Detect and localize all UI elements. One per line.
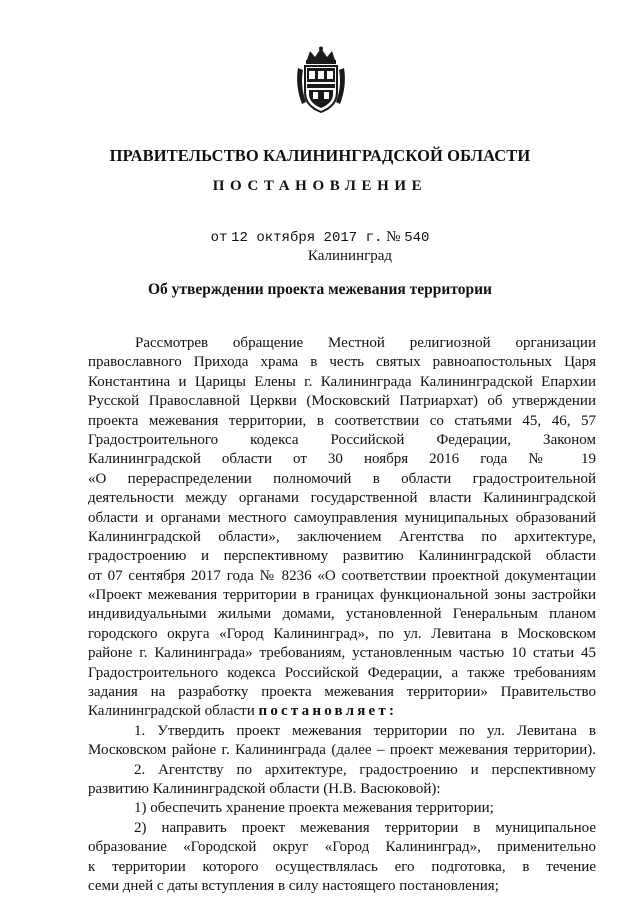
item-line: Московском районе г. Калининграда (далее – проект межевания территории). <box>88 742 596 759</box>
number-sign: № <box>386 229 401 245</box>
resolution-word: постановляет: <box>258 703 398 720</box>
item-line: семи дней с даты вступления в силу настоящего постановления; <box>88 877 499 894</box>
government-title: ПРАВИТЕЛЬСТВО КАЛИНИНГРАДСКОЙ ОБЛАСТИ <box>109 146 531 165</box>
date-line <box>0 229 640 246</box>
document-body <box>88 334 596 896</box>
item-line: развитию Калининградской области (Н.В. Васюковой): <box>88 780 441 797</box>
body-line: Калининградской области», заключением Агентства по архитектуре, <box>88 528 596 545</box>
item-line: 1) обеспечить хранение проекта межевания территории; <box>134 800 494 817</box>
body-line: Константина и Царицы Елены г. Калининграда Калининградской Епархии <box>88 373 596 390</box>
body-line: проекта межевания территории, в соответствии со статьями 45, 46, 57 <box>88 412 596 429</box>
date-prefix: от <box>210 230 228 246</box>
body-line: индивидуальными жилыми домами, установленной Генеральным планом <box>88 606 596 623</box>
body-line: городского округа «Город Калининград», по ул. Левитана в Московском <box>88 625 596 642</box>
body-line: задания на разработку проекта межевания территории» Правительство <box>88 684 596 701</box>
document-subject: Об утверждении проекта межевания территории <box>148 281 492 298</box>
item-line: 2) направить проект межевания территории в муниципальное <box>134 819 596 836</box>
body-line: Рассмотрев обращение Местной религиозной организации <box>135 335 596 351</box>
resolution-prefix: Калининградской области <box>88 703 255 720</box>
body-line: районе г. Калининграда» требованиям, установленным частью 10 статьи 45 <box>88 645 596 662</box>
body-line-resolution <box>88 702 596 721</box>
document-date: 12 октября 2017 г. <box>231 230 383 246</box>
body-line: деятельности между органами государственной власти Калининградской <box>88 490 596 507</box>
coat-of-arms-emblem <box>294 46 348 114</box>
body-line: «Проект межевания территории в границах функциональной зоны застройки <box>88 587 596 604</box>
document-city: Калининград <box>307 248 393 264</box>
body-line: «О перераспределении полномочий в области градостроительной <box>88 470 596 487</box>
body-line: Русской Православной Церкви (Московский Патриархат) об утверждении <box>88 393 596 410</box>
body-line: православного Прихода храма в честь святых равноапостольных Царя <box>88 354 596 371</box>
body-line: Градостроительного кодекса Российской Федерации, а также требованиям <box>88 664 596 681</box>
body-line: Градостроительного кодекса Российской Федерации, Законом <box>88 431 596 448</box>
item-line: к территории которого осуществлялась его подготовка, в течение <box>88 858 596 875</box>
document-type: ПОСТАНОВЛЕНИЕ <box>212 178 428 194</box>
body-line: градостроению и перспективному развитию Калининградской области <box>88 548 596 565</box>
body-line: от 07 сентября 2017 года № 8236 «О соответствии проектной документации <box>88 567 596 584</box>
item-line: 1. Утвердить проект межевания территории по ул. Левитана в <box>134 722 596 739</box>
item-line: образование «Городской округ «Город Калининград», применительно <box>88 839 596 856</box>
item-line: 2. Агентству по архитектуре, градостроению и перспективному <box>134 761 596 778</box>
body-line: области и органами местного самоуправления муниципальных образований <box>88 509 596 526</box>
document-number: 540 <box>404 230 430 246</box>
body-line: Калининградской области от 30 ноября 2016 года № 19 <box>88 451 596 468</box>
